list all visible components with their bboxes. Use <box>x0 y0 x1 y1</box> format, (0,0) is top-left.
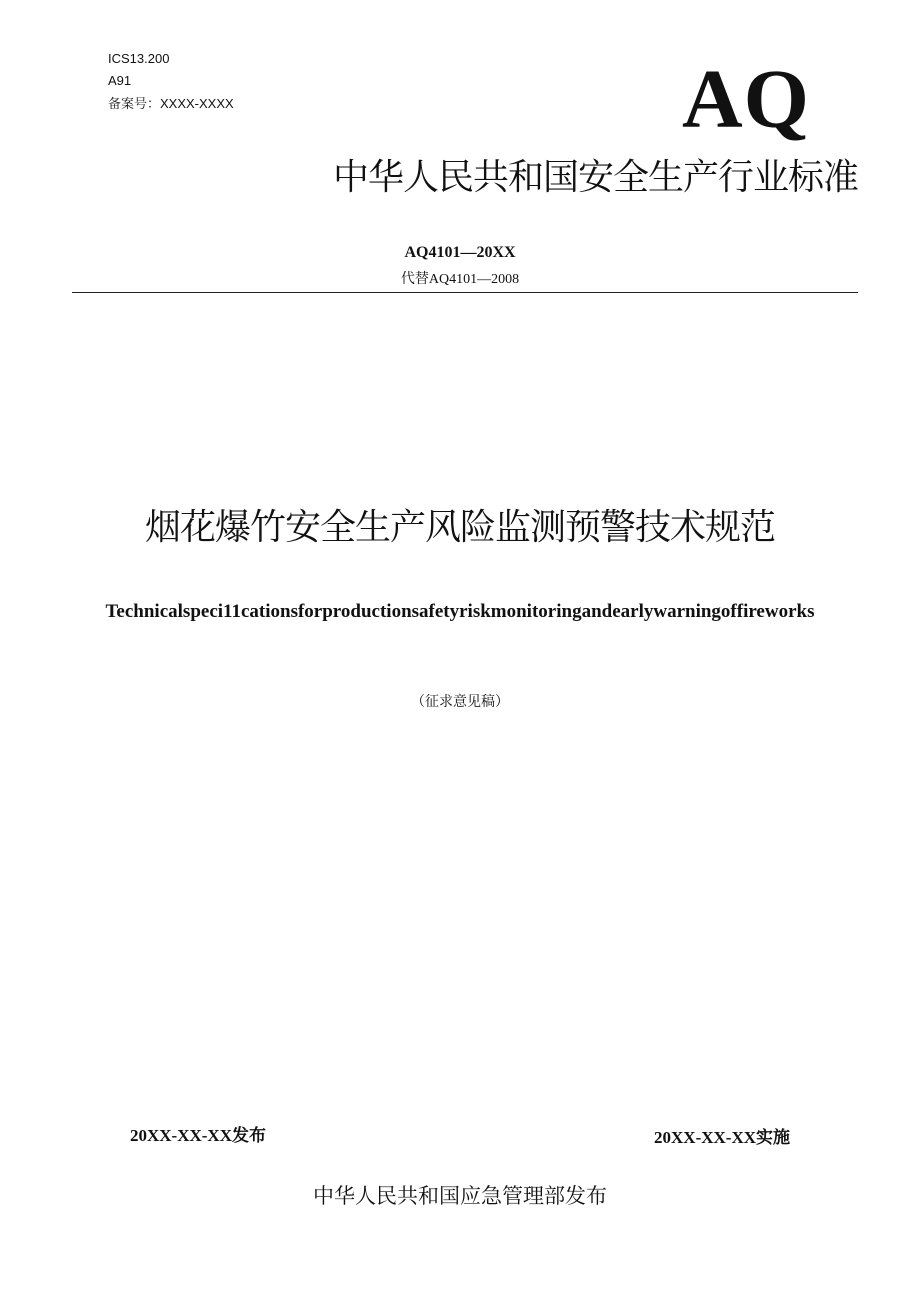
draft-note: （征求意见稿） <box>411 694 509 710</box>
document-title-cn: 烟花爆竹安全生产风险监测预警技术规范 <box>144 507 775 548</box>
standard-category-title: 中华人民共和国安全生产行业标准 <box>332 157 858 198</box>
replaces-standard: 代替AQ4101—2008 <box>400 272 520 287</box>
publish-date: 20XX-XX-XX发布 <box>130 1126 266 1145</box>
header-divider <box>72 292 858 293</box>
implementation-date: 20XX-XX-XX实施 <box>654 1128 790 1147</box>
publisher: 中华人民共和国应急管理部发布 <box>313 1184 607 1208</box>
ccs-code: A91 <box>108 73 132 88</box>
ics-code: ICS13.200 <box>108 51 170 66</box>
record-number: 备案号：XXXX-XXXX <box>108 96 234 111</box>
aq-logo: AQ <box>682 53 810 146</box>
document-title-en: Technicalspeci11cationsforproductionsafetyriskmonitoringandearlywarningoffireworks <box>105 601 815 622</box>
standard-number: AQ4101—20XX <box>404 244 516 261</box>
